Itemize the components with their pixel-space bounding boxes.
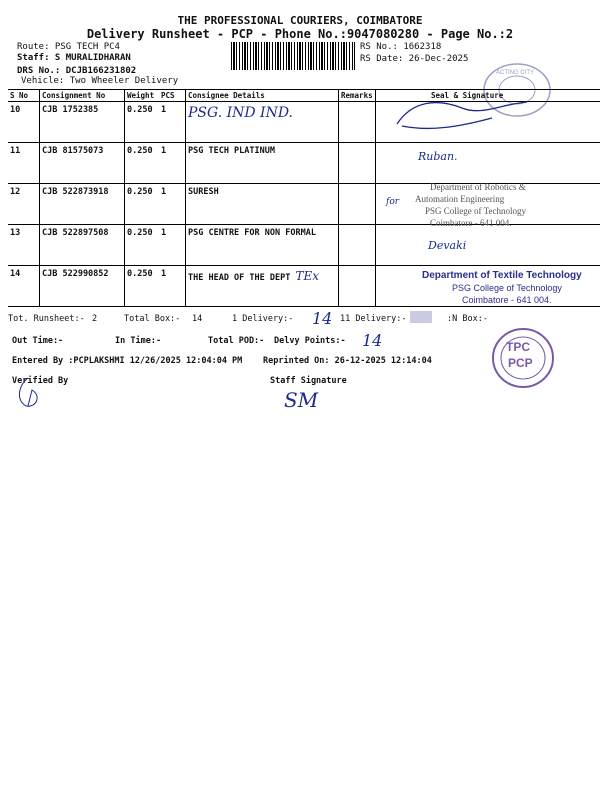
undelivery-scribble — [410, 311, 432, 323]
total-box-label: Total Box:- — [124, 314, 181, 324]
staff-sign-mark: SM — [284, 388, 319, 412]
signature-row-10 — [392, 96, 532, 136]
table-row — [8, 225, 600, 266]
cell-consignment: CJB 522873918 — [40, 184, 125, 225]
signature-row-12: for — [386, 197, 400, 207]
cell-signature — [376, 225, 600, 266]
delivery-label: 1 Delivery:- — [232, 314, 294, 324]
cell-weight: 0.250 — [125, 184, 160, 225]
stamp-line: Coimbatore - 641 004. — [462, 295, 552, 305]
cell-consignment: CJB 81575073 — [40, 143, 125, 184]
ln-box-label: :N Box:- — [447, 314, 488, 324]
cell-sno: 10 — [8, 102, 40, 143]
runsheet-title: Delivery Runsheet - PCP - Phone No.:9047080280 - Page No.:2 — [86, 27, 514, 41]
cell-pcs: 1 — [159, 143, 186, 184]
route: Route: PSG TECH PC4 — [17, 42, 120, 52]
cell-consignee — [186, 266, 339, 307]
vehicle: Vehicle: Two Wheeler Delivery — [21, 76, 179, 86]
cell-weight: 0.250 — [125, 102, 160, 143]
reprinted-on: Reprinted On: 26-12-2025 12:14:04 — [263, 356, 432, 366]
rs-number: RS No.: 1662318 — [360, 42, 442, 52]
cell-weight: 0.250 — [125, 266, 160, 307]
verified-signature — [14, 376, 44, 410]
barcode — [231, 42, 355, 70]
total-box-value: 14 — [192, 314, 203, 324]
handwritten-consignee: TEx — [295, 269, 320, 283]
tot-runsheet-value: 2 — [92, 314, 98, 324]
cell-sno: 14 — [8, 266, 40, 307]
verified-by: Verified By — [12, 376, 69, 386]
in-time: In Time:- — [115, 336, 162, 346]
stamp-pcp: PCP — [508, 356, 533, 370]
staff: Staff: S MURALIDHARAN — [17, 53, 131, 63]
cell-consignee — [186, 102, 339, 143]
company-title: THE PROFESSIONAL COURIERS, COIMBATORE — [177, 14, 423, 27]
stamp-tpc: TPC — [506, 340, 530, 354]
cell-sno: 12 — [8, 184, 40, 225]
cell-remarks — [339, 143, 376, 184]
cell-consignee: PSG CENTRE FOR NON FORMAL — [186, 225, 339, 266]
tot-runsheet-label: Tot. Runsheet:- — [8, 314, 85, 324]
cell-consignment: CJB 1752385 — [40, 102, 125, 143]
col-pcs: PCS — [159, 90, 186, 102]
stamp-line: Automation Engineering — [415, 194, 505, 204]
cell-pcs: 1 — [159, 266, 186, 307]
cell-weight: 0.250 — [125, 225, 160, 266]
col-consignee: Consignee Details — [186, 90, 339, 102]
consignee-text: THE HEAD OF THE DEPT — [188, 273, 291, 283]
drs-number: DRS No.: DCJB166231802 — [17, 66, 137, 76]
cell-remarks — [339, 225, 376, 266]
undelivery-label: 11 Delivery:- — [340, 314, 407, 324]
delvy-points-value: 14 — [362, 331, 383, 350]
signature-row-13: Devaki — [428, 239, 467, 252]
stamp-line: PSG College of Technology — [425, 206, 526, 216]
col-remarks: Remarks — [339, 90, 376, 102]
col-consignment: Consignment No — [40, 90, 125, 102]
total-pod: Total POD:- — [208, 336, 265, 346]
cell-sno: 11 — [8, 143, 40, 184]
stamp-line: Department of Robotics & — [430, 182, 526, 192]
cell-pcs: 1 — [159, 225, 186, 266]
cell-pcs: 1 — [159, 184, 186, 225]
delvy-points-label: Delvy Points:- — [274, 336, 346, 346]
cell-remarks — [339, 266, 376, 307]
out-time: Out Time:- — [12, 336, 64, 346]
cell-remarks — [339, 184, 376, 225]
col-seal-signature: Seal & Signature — [376, 90, 600, 102]
col-sno: S No — [8, 90, 40, 102]
cell-pcs: 1 — [159, 102, 186, 143]
stamp-line: Department of Textile Technology — [422, 270, 582, 281]
entered-by: Entered By :PCPLAKSHMI 12/26/2025 12:04:04 PM — [12, 356, 243, 366]
stamp-top-text: ACTING CITY — [496, 70, 535, 76]
stamp-line: Coimbatore - 641 004. — [430, 218, 512, 228]
cell-consignment: CJB 522897508 — [40, 225, 125, 266]
cell-signature — [376, 143, 600, 184]
handwritten-consignee: PSG. IND IND. — [188, 105, 294, 121]
cell-sno: 13 — [8, 225, 40, 266]
cell-consignee: SURESH — [186, 184, 339, 225]
stamp-line: PSG College of Technology — [452, 283, 562, 293]
cell-remarks — [339, 102, 376, 143]
rs-date: RS Date: 26-Dec-2025 — [360, 54, 469, 64]
delivery-value: 14 — [312, 309, 333, 328]
staff-signature-label: Staff Signature — [270, 376, 347, 386]
col-weight: Weight — [125, 90, 160, 102]
signature-row-11: Ruban. — [418, 150, 458, 163]
cell-consignment: CJB 522990852 — [40, 266, 125, 307]
cell-consignee: PSG TECH PLATINUM — [186, 143, 339, 184]
table-row — [8, 143, 600, 184]
cell-weight: 0.250 — [125, 143, 160, 184]
